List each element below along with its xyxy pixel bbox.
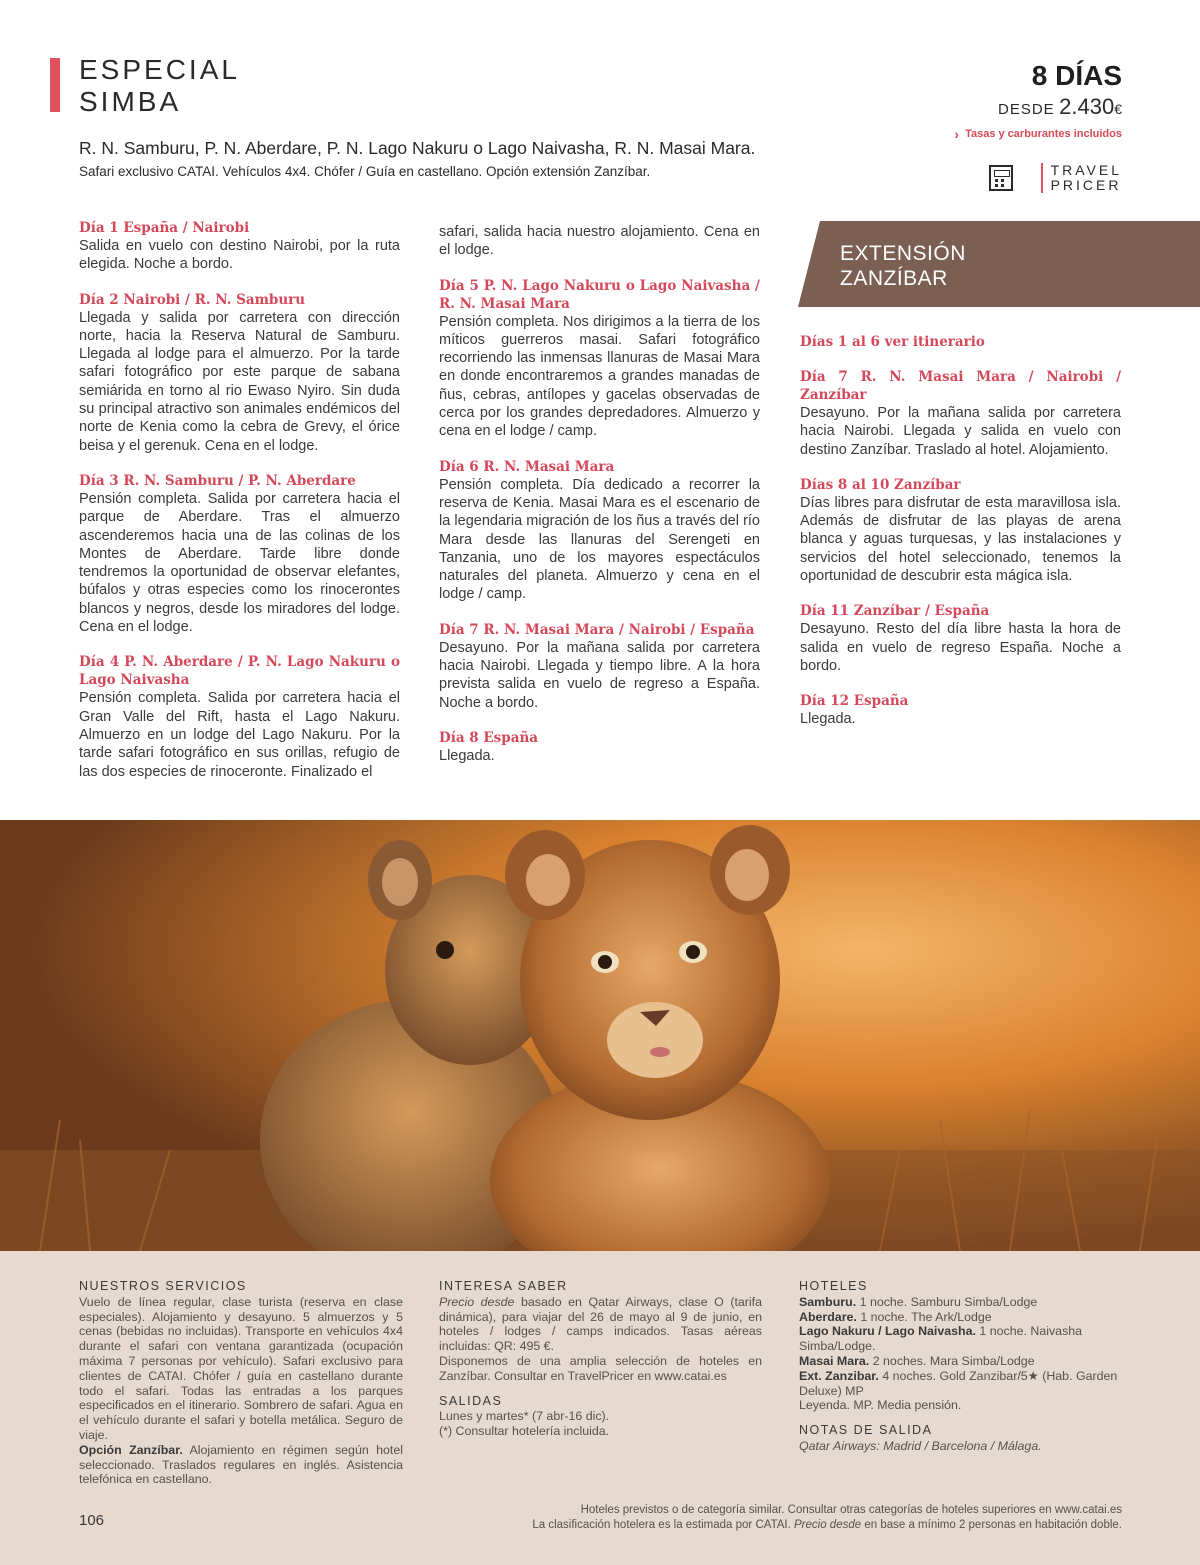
title-line1: ESPECIAL — [79, 54, 240, 85]
day-title: Día 11 Zanzíbar / España — [800, 603, 990, 620]
hoteles-title: HOTELES — [799, 1279, 868, 1293]
route-subtitle: R. N. Samburu, P. N. Aberdare, P. N. Lago Nakuru o Lago Naivasha, R. N. Masai Mara. — [79, 138, 756, 158]
travel-pricer-text — [1041, 163, 1122, 193]
interesa-title: INTERESA SABER — [439, 1279, 568, 1293]
day-text: Desayuno. Por la mañana salida por carretera hacia Nairobi. Llegada y salida en vuelo con destino Zanzíbar. Traslado al hotel. Alojamiento. — [800, 405, 1121, 458]
day-title: Día 7 R. N. Masai Mara / Nairobi / Zanzíbar — [800, 369, 1121, 403]
tasas-label: Tasas y carburantes incluidos — [965, 128, 1122, 140]
hotel-label: Lago Nakuru / Lago Naivasha. — [799, 1324, 976, 1339]
day-text: Pensión completa. Nos dirigimos a la tierra de los míticos guerreros masai. Safari fotográfico recorriendo las inmensas llanuras de Masai Mara en donde encontraremos a grandes manadas de ñus, cebras, antílopes y gacelas observadas de cerca por los grandes depredadores. Almuerzo y cena en el lodge / camp. — [439, 313, 760, 440]
calculator-icon — [989, 165, 1013, 191]
day-text: Salida en vuelo con destino Nairobi, por la ruta elegida. Noche a bordo. — [79, 238, 400, 273]
itinerary-day-continued — [439, 223, 760, 260]
lion-cubs-illustration — [0, 820, 1200, 1251]
extension-column — [800, 333, 1121, 746]
foot-line2-a: La clasificación hotelera es la estimada por CATAI. — [532, 1519, 791, 1531]
hotel-row — [799, 1369, 1122, 1399]
notas-title: NOTAS DE SALIDA — [799, 1423, 933, 1438]
day-text: Desayuno. Resto del día libre hasta la hora de salida en vuelo de regreso España. Noche a bordo. — [800, 621, 1121, 674]
servicios-text: Vuelo de línea regular, clase turista (reserva en clase especiales). Alojamiento y desayuno. 5 almuerzos y 5 cenas (bebidas no incluidas). Transporte en vehículos 4x4 durante el safari con ventana garantizada (ocupación máxima 7 personas por vehículo). Safari exclusivo para clientes de CATAI. Chófer / guía en castellano durante todo el safari. Todas las entradas a los parques especificados en el itinerario. Sombrero de safari. Agua en el vehículo durante el safari y botella metálica. Seguro de viaje. — [79, 1294, 403, 1442]
hotel-label: Samburu. — [799, 1294, 857, 1309]
hotel-row — [799, 1295, 1122, 1310]
foot-line2-b: en base a mínimo 2 personas en habitación doble. — [864, 1519, 1122, 1531]
itinerary-day — [79, 653, 400, 780]
day-title: Día 3 R. N. Samburu / P. N. Aberdare — [79, 472, 356, 489]
day-text: Pensión completa. Día dedicado a recorrer la reserva de Kenia. Masai Mara es el escenario de la legendaria migración de los ñus a través del río Mara desde las llanuras del Serengeti en Tanzania, uno de los mayores espectáculos naturales del planeta. Almuerzo y cena en el lodge / camp. — [439, 476, 760, 603]
day-title: Día 2 Nairobi / R. N. Samburu — [79, 291, 306, 308]
day-title: Día 5 P. N. Lago Nakuru o Lago Naivasha / R. N. Masai Mara — [439, 277, 760, 312]
extension-title-line2: ZANZÍBAR — [840, 267, 948, 290]
day-title: Día 12 España — [800, 693, 909, 710]
lion-cubs-photo — [0, 820, 1200, 1251]
tasas-note[interactable] — [954, 126, 1122, 142]
notas-body: Madrid / Barcelona / Málaga. — [883, 1438, 1042, 1453]
itinerary-day — [439, 458, 760, 604]
travel-pricer-line2: PRICER — [1050, 177, 1122, 193]
itinerary-day — [439, 277, 760, 441]
extension-day — [800, 333, 1121, 351]
title-line2: SIMBA — [79, 86, 182, 117]
day-title: Día 7 R. N. Masai Mara / Nairobi / España — [439, 621, 755, 638]
price-currency: € — [1114, 101, 1122, 117]
itinerary-day — [79, 291, 400, 455]
day-title: Días 1 al 6 ver itinerario — [800, 334, 985, 350]
interesa-section — [439, 1279, 762, 1439]
hotel-text: 4 noches. Gold Zanzibar/5★ (Hab. Garden Deluxe) MP — [799, 1368, 1118, 1398]
title-accent-bar — [50, 58, 60, 112]
price-amount: 2.430 — [1059, 94, 1115, 119]
extension-day — [800, 602, 1121, 675]
price-desde-label: DESDE — [998, 101, 1055, 118]
foot-line2-italic: Precio desde — [794, 1519, 862, 1531]
leyenda: Leyenda. MP. Media pensión. — [799, 1398, 962, 1413]
itinerary-day — [439, 621, 760, 712]
hotel-row — [799, 1310, 1122, 1325]
opcion-zanzibar — [79, 1443, 403, 1487]
day-text: Días libres para disfrutar de esta maravillosa isla. Además de disfrutar de las playas de arena blanca y aguas turquesas, y las instalaciones y servicios del hotel seleccionado, tenemos la oportunidad de descubrir esta mágica isla. — [800, 494, 1121, 585]
hoteles-section — [799, 1279, 1122, 1454]
footer-note — [532, 1503, 1122, 1533]
hotel-row — [799, 1354, 1122, 1369]
day-title: Día 1 España / Nairobi — [79, 220, 250, 236]
opcion-text: Alojamiento en régimen según hotel seleccionado. Traslados regulares en inglés. Asistencia telefónica en castellano. — [79, 1442, 403, 1487]
itinerary-column-1 — [79, 219, 400, 798]
hotel-text: 1 noche. Naivasha Simba/Lodge. — [799, 1324, 1083, 1354]
day-title: Días 8 al 10 Zanzíbar — [800, 476, 961, 493]
features-subtitle: Safari exclusivo CATAI. Vehículos 4x4. Chófer / Guía en castellano. Opción extensión Zanzíbar. — [79, 164, 651, 179]
itinerary-day — [439, 729, 760, 765]
day-text: safari, salida hacia nuestro alojamiento. Cena en el lodge. — [439, 224, 760, 259]
extension-title — [840, 241, 966, 291]
travel-pricer-line1: TRAVEL — [1050, 162, 1122, 178]
footer-note-line1: Hoteles previstos o de categoría similar. Consultar otras categorías de hoteles superiores en www.catai.es — [580, 1504, 1122, 1516]
day-text: Llegada. — [800, 711, 856, 728]
hotel-row — [799, 1324, 1122, 1354]
hotel-text: 1 noche. Samburu Simba/Lodge — [859, 1294, 1038, 1309]
extension-day — [800, 368, 1121, 459]
interesa-text — [439, 1295, 762, 1354]
chevron-right-icon: › — [954, 126, 960, 142]
interesa-italic: Precio desde — [439, 1294, 515, 1309]
servicios-title: NUESTROS SERVICIOS — [79, 1279, 247, 1293]
day-text: Pensión completa. Salida por carretera hacia el parque de Aberdare. Tras el almuerzo ascenderemos hacia una de las colinas de los Montes de Aberdare. Tarde libre donde tendremos la oportunidad de observar elefantes, búfalos y otras especies como los rinocerontes blancos y negros, desde los miradores del lodge. Cena en el lodge. — [79, 490, 400, 636]
day-text: Pensión completa. Salida por carretera hacia el Gran Valle del Rift, hasta el Lago Nakuru. Almuerzo en un lodge del Lago Nakuru. Por la tarde safari fotográfico en sus orillas, refugio de las dos especies de rinoceronte. Finalizado el — [79, 690, 400, 780]
hotel-label: Masai Mara. — [799, 1353, 870, 1368]
footer-note-line2 — [532, 1518, 1122, 1533]
price — [998, 94, 1122, 120]
day-text: Llegada. — [439, 747, 495, 764]
salidas-title: SALIDAS — [439, 1393, 503, 1408]
day-text: Desayuno. Por la mañana salida por carretera hacia Nairobi. Llegada y tiempo libre. A la hora prevista salida en vuelo de regreso a España. Noche a bordo. — [439, 639, 760, 711]
travel-pricer-logo[interactable] — [989, 163, 1122, 193]
page-title — [79, 54, 240, 118]
day-title: Día 6 R. N. Masai Mara — [439, 458, 615, 475]
hotel-text: 1 noche. The Ark/Lodge — [860, 1309, 992, 1324]
hotel-label: Aberdare. — [799, 1309, 857, 1324]
day-text: Llegada y salida por carretera con dirección norte, hacia la Reserva Natural de Samburu. Llegada al lodge para el almuerzo. Por la tarde safari fotográfico por este parque de sabana semiárida en torno al rio Ewaso Nyiro. Sin duda su principal atractivo son animales endémicos del norte de Kenia como la cebra de Grevy, el órice beisa y el gerenuk. Cena en el lodge. — [79, 309, 400, 454]
notas-text — [799, 1439, 1122, 1454]
interesa-body: basado en Qatar Airways, clase O (tarifa dinámica), para viajar del 26 de mayo al 9 de junio, en hoteles / lodges / camps indicados. Tasas aéreas incluidas: QR: 495 €. — [439, 1294, 762, 1354]
opcion-label: Opción Zanzíbar. — [79, 1442, 183, 1457]
extension-day — [800, 476, 1121, 585]
itinerary-day — [79, 219, 400, 274]
page-number: 106 — [79, 1512, 105, 1529]
day-title: Día 4 P. N. Aberdare / P. N. Lago Nakuru o Lago Naivasha — [79, 654, 400, 689]
extension-title-line1: EXTENSIÓN — [840, 242, 966, 265]
salidas-text2: (*) Consultar hotelería incluida. — [439, 1424, 610, 1439]
hotel-text: 2 noches. Mara Simba/Lodge — [872, 1353, 1035, 1368]
interesa-text2: Disponemos de una amplia selección de hoteles en Zanzíbar. Consultar en TravelPricer en www.catai.es — [439, 1353, 762, 1383]
extension-day — [800, 692, 1121, 728]
servicios-section — [79, 1279, 403, 1487]
salidas-text1: Lunes y martes* (7 abr-16 dic). — [439, 1409, 610, 1424]
trip-duration: 8 DÍAS — [1031, 60, 1122, 91]
hotel-label: Ext. Zanzibar. — [799, 1368, 879, 1383]
notas-italic: Qatar Airways: — [799, 1438, 880, 1453]
itinerary-column-2 — [439, 223, 760, 782]
itinerary-day — [79, 472, 400, 636]
day-title: Día 8 España — [439, 729, 539, 746]
